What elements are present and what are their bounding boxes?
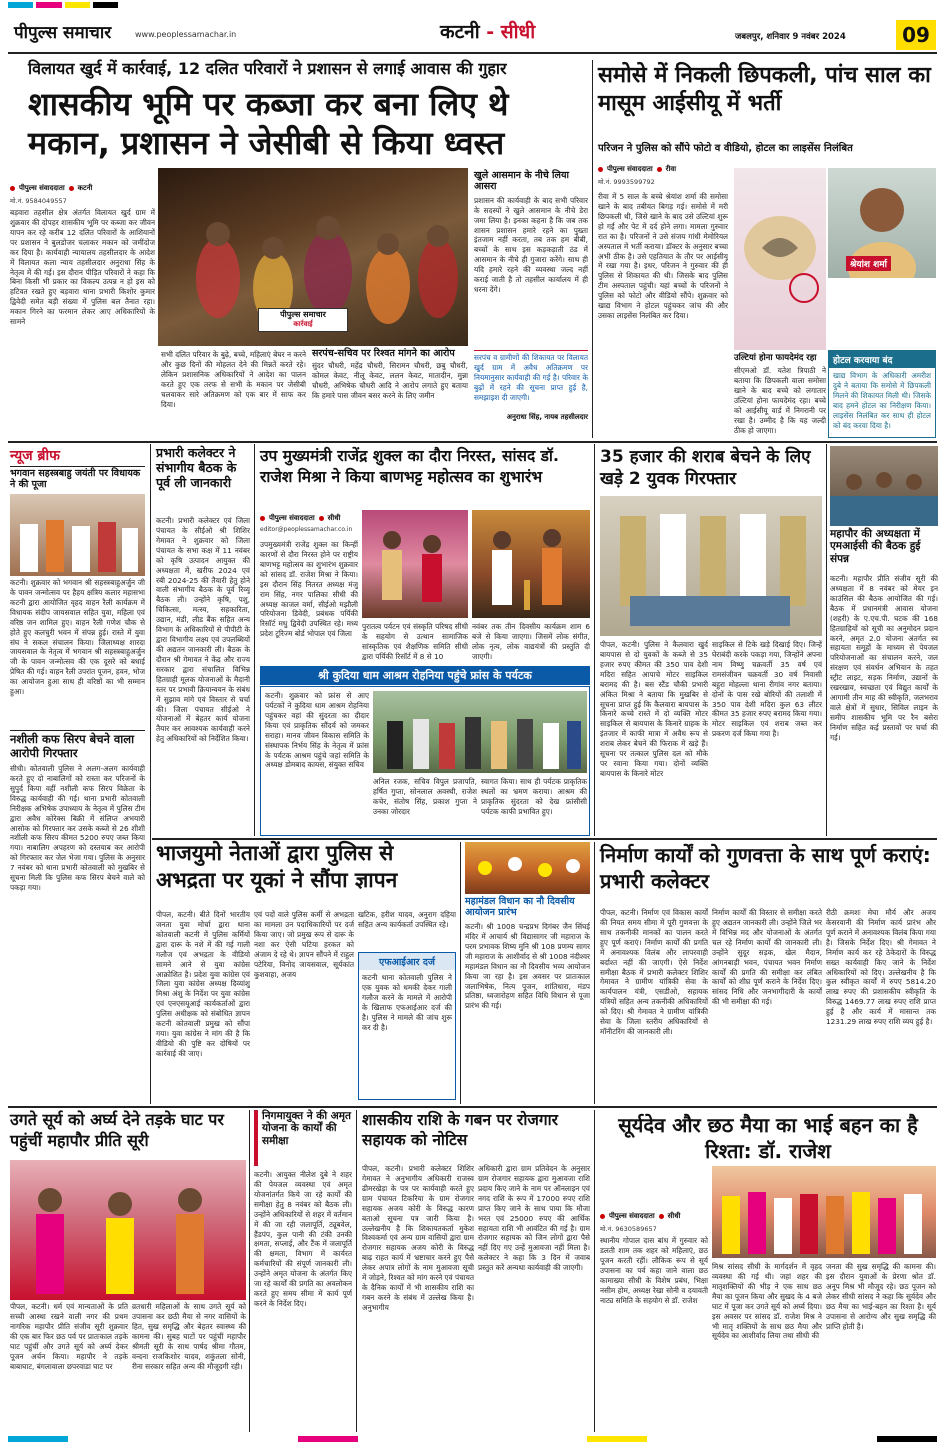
chhath-photo: [10, 1160, 246, 1300]
women-offering-illustration: [10, 1160, 246, 1300]
masthead: [0, 0, 945, 58]
divider-v6: [460, 842, 461, 1104]
lead-col3-block: [312, 348, 468, 436]
tourist-mid: अनिल रजक, सचिव विपुल प्रजापति, हर्षित गुप्ता, सोनलाल अवस्थी, राजेश कचेर, संतोष सिंह, प्रकाश गुप्ता ने उनका जोरदार: [373, 777, 477, 816]
suryadev-byline-block: [600, 1212, 708, 1233]
samose-place: रीवा: [665, 165, 677, 173]
footer-registration-bar: [8, 1436, 937, 1442]
tourist-photo: [373, 691, 587, 773]
sharab-photo: [600, 496, 822, 636]
dateline: जबलपुर, शनिवार 9 नवंबर 2024: [735, 32, 846, 42]
sharab-col2: साइकिल से टिके खड़े दिखाई दिए। जिन्हें घेराबंदी करके पकड़ा गया, जिन्होंने अपना नाम विष्णु चक्रवर्ती 35 वर्ष एवं रामसंजीवन चक्रवर्ती 30 वर्ष निवासी बहुरा मोहल्ला थाना रीगांव नगर बताया। दोनों के पास रखे बोरियों की तलाशी में 350 पाव देशी मदिरा कुल 63 लीटर कीमत 35 हजार रुपए बरामद किया गया। मोटर साइकिल एवं शराब जब्त कर प्रकरण दर्ज किया गया है।: [712, 640, 822, 739]
prabhari-body: कटनी। प्रभारी कलेक्टर एवं जिला पंचायत के सीईओ श्री शिशिर गेमावत ने शुक्रवार को जिला पंचायत के सभा कक्ष में 11 नवंबर को कृषि उत्पादन आयुक्त की अध्यक्षता में, खरीफ 2024 एवं रबी 2024-25 की तैयारी हेतु होने वाली संभागीय बैठक के पूर्व रिव्यू बैठक ली। उन्होंने कृषि, पशु, चिकित्सा, मत्स्य, सहकारिता, उद्यान, मंडी, लीड बैंक सहित अन्य विभाग के अधिकारियों से पीपीटी के द्वारा विभागीय लक्ष्य एवं उपलब्धियों की अद्यतन जानकारी ली। बैठक के दौरान श्री गेमावत ने केंद्र और राज्य सरकार द्वारा संचालित विभिन्न हितग्राही मूलक योजनाओं के मैदानी स्तर पर प्रभावी क्रियान्वयन के संबंध में सुझाव मांगे एवं विस्तार से चर्चा की। जिला पंचायत सीईओ ने योजनाओं में बेहतर कार्य योजना तैयार कर आवश्यक कार्यवाही करने हेतु अधिकारियों को निर्देशित किया।: [156, 516, 250, 744]
tourist-left: कटनी। शुक्रवार को फ्रांस से आए पर्यटकों ने कुदिया धाम आश्रम रोहनिया पहुंचकर वहां की सुंदरता का दीदार किया एवं प्राकृतिक सौंदर्य को जमकर सराहा। मानव जीवन विकास समिति के संस्थापक निर्भय सिंह के नेतृत्व में फ्रांस के पर्यटक आश्रम पहुंचे जहां समिति के अध्यक्ष डोमबाद कायस, संयुक्त सचिव: [265, 691, 369, 770]
divider-v10: [594, 1110, 595, 1432]
divider-v7: [594, 842, 595, 1104]
lead-quote-text: सरपंच व ग्रामीणों की शिकायत पर विलायत खुर्द ग्राम में अवैध अतिक्रमण पर नियमानुसार कार्यवाही की गई है। परिवार के बुढ़ों में रहने की सूचना प्राप्त हुई है, समझाइश दी जाएगी।: [474, 353, 588, 402]
tourist-box: [260, 686, 590, 836]
page-number: 09: [896, 20, 936, 50]
mahotsav-email: editor@peoplessamachar.co.in: [260, 526, 353, 533]
divider-h1: [8, 441, 937, 443]
nirman-col2: निर्माण कार्यों की विस्तार से समीक्षा करते हुए अद्यतन जानकारी ली। उन्होंने जिले भर में विभिन्न मद और योजनाओं के अंतर्गत चल रहे निर्माण कार्यों की जानकारी ली। उन्होंने सुदूर सड़क, खेल मैदान, आंगनबाड़ी भवन, पंचायत भवन निर्माण कार्यों की प्रगति की समीक्षा कर लंबित कार्यों को शीघ्र पूर्ण कराने के निर्देश दिए। सांसद निधि और जनभागीदारी के कार्यों की भी समीक्षा की गई।: [712, 908, 822, 1007]
bjym-col2: एवं पदों वाले पुलिस कर्मी से अभद्रता का मामला उन पदाधिकारियों पर दर्ज किया जाए। जो प्रमुख रूप से दारू के नशा कर ऐसी घटिया हरकत को अंजाम दे रहे थे। ज्ञापन सौंपने में राहुल पटेरिया, विनोद जायसवाल, सूर्यकांत कुशवाहा, अजय: [254, 910, 354, 979]
divider-v1: [592, 60, 593, 438]
samose-col2: सीएमओ डॉ. यतेश त्रिपाठी ने बताया कि छिपकली वाला समोसा खाने के बाद बच्चे को लगातार उल्टियां होना फायदेमंद रहा। बच्चे को आईसीयू वार्ड में निगरानी पर रखा है। उम्मीद है कि यह जल्दी ठीक हो जाएगा।: [734, 366, 826, 435]
prabhari-headline: प्रभारी कलेक्टर ने संभागीय बैठक के पूर्व ली जानकारी: [156, 445, 237, 490]
section-title: [440, 18, 535, 44]
nirman-col3: रीठी क्रमशः मेघा मौर्य और अजय केसरवानी की निर्माण कार्य प्रारंभ और पूर्ण कराने में अनावश्यक विलंब किया गया है। जिसके निर्देश दिए। श्री गेमावत ने निर्माण कार्य कर रहे ठेकेदारों के विरुद्ध सख्त कार्यवाही किए जाने के निर्देश अधिकारियों को दिए। उल्लेखनीय है कि कुल स्वीकृत कार्यों में रुपए 5814.20 लाख रुपए की प्रशासकीय स्वीकृति के विरुद्ध 1469.77 लाख रुपए राशि प्राप्त हुई है और कार्य में मासान्त तक 1231.29 लाख रुपए राशि व्यय हुई है।: [826, 908, 936, 1027]
tourist-right: स्वागत किया। साथ ही पर्यटक प्राकृतिक स्थलों का भ्रमण कराया। आश्रम की प्राकृतिक सुंदरता को देख फ्रांसीसी पर्यटक काफी प्रभावित हुए।: [481, 777, 587, 816]
child-photo: [828, 168, 936, 278]
samose-mobile: मो.नं. 9993599792: [598, 178, 655, 186]
suryadev-col2: मिश्र सांसद सीधी के मार्गदर्शन में वृहद व्यवस्था की गई थी। जहां शहर की मातृशक्तियों की भीड़ ने एक साथ छठ मैया का पूजन किया और सुखद के 4 बजे घाट में पूजा कर उगते सूर्य को अर्घ्य दिया। इस अवसर पर सांसद डॉ. राजेश मिश्र ने भी मातृ शक्तियों के साथ छठ मैया और सूर्यदेव का आशीर्वाद लिया तथा सीधी की: [712, 1262, 822, 1341]
brief2-head: नशीली कफ सिरप बेचने वाला आरोपी गिरफ्तार: [10, 732, 135, 760]
chhath-headline: उगते सूर्य को अर्घ्य देने तड़के घाट पर पहुंचीं महापौर प्रीति सूरी: [10, 1110, 224, 1150]
fir-title: एफआईआर दर्ज: [359, 953, 455, 970]
suryadev-col3: जनता की सुख समृद्धि की कामना की। इस दौरान युवाओं के प्रेरणा श्रोत डॉ. अनूप मिश्र भी मौजूद रहे। छठ पूजन को लेकर सीधी सांसद ने कहा कि सूर्यदेव और छठ मैया का भाई-बहन का रिश्ता है। सूर्य उपासना से आरोग्य और सुख समृद्धि की प्राप्ति होती है।: [826, 1262, 936, 1331]
lead-byline-block: [10, 184, 155, 205]
news-brief-title: न्यूज ब्रीफ: [10, 448, 60, 464]
news-brief-rule: [10, 466, 145, 467]
bjym-col3: खटिक, हरीश यादव, अनुराग दहिया सहित अन्य कार्यकर्ता उपस्थित रहे।: [358, 910, 456, 929]
procession-illustration: [10, 494, 145, 576]
photo-tag: [258, 308, 348, 332]
photo-tag-brand: पीपुल्स समाचार: [280, 310, 326, 319]
dancers-illustration: [362, 510, 468, 618]
police-seizure-illustration: [600, 496, 822, 636]
worship-illustration: [465, 842, 590, 894]
mahotsav-place: सीधी: [327, 514, 341, 522]
tourist-bar: श्री कुदिया धाम आश्रम रोहनिया पहुंचे फ्रांस के पर्यटक: [260, 666, 590, 685]
suryadev-col1: स्थानीय गोपाल दास बांध में गुरुवार को डलती शाम तक शहर को महिलाएं, छठ पूजन करती रहीं। लौकिक रूप से सूर्य उपासना का पर्व कहा जाने वाला छठ कामाख्या सीधी के विशेष प्रबंध, भिक्षा नसीम होम, अध्यक्ष रेखा सोनी व दयावती नाट्य समिति के सहयोग से डॉ. राजेश: [600, 1236, 708, 1305]
nirman-headline: निर्माण कार्यों को गुणवत्ता के साथ पूर्ण कराएं: प्रभारी कलेक्टर: [600, 843, 931, 893]
suryadev-mobile: मो.नं. 9630589657: [600, 1225, 657, 1233]
brief2-body: सीधी। कोतवाली पुलिस ने अलग-अलग कार्यवाही करते हुए दो नाबालिगों को रास्ता कर परिजनों के सुपुर्द किया वहीं नशीली कफ सिरप विक्रेता के विरुद्ध कार्यवाही की गई। थाना प्रभारी कोतवाली निरीक्षक अभिषेक उपाध्याय के नेतृत्व में पुलिस टीम द्वारा अवैध कोरेक्स बिक्री में संलिप्त अभयारी आसोक को गिरफ्तार कर उसके कब्जे से 26 शीशी नशीली कफ सिरप कीमत 5200 रुपए जब्त किया गया। नाबालिग अपहरण को दस्तयाब कर आरोपी को गिरफ्तार कर जेल भेजा गया। पुलिस के अनुसार 7 नवंबर को थाना प्रभारी कोतवाली को मुखबिर से सूचना मिली कि पुलिस कफ सिरप बेचने वाले को पकड़ा गया।: [10, 764, 145, 893]
lead-col5: प्रशासन की कार्यवाही के बाद सभी परिवार के सदस्यों ने खुले आसमान के नीचे डेरा जमा लिया है। इनका कहना है कि जब तक शासन प्रशासन हमारे रहने का पुख्ता इंतजाम नहीं करता, तब तक हम बीबी, बच्चों के साथ इस कड़कड़ाती ठंड में आसमान के नीचे ही गुजारा करेंगे। साथ ही यदि हमारे रहने की व्यवस्था जल्द नहीं कराई जाती है तो तहसील कार्यालय में ही धरना देंगे।: [474, 195, 588, 295]
suryadev-headline: सूर्यदेव और छठ मैया का भाई बहन का है रिश्ता: डॉ. राजेश: [618, 1113, 918, 1163]
section-a: कटनी: [440, 21, 480, 43]
color-registration-bar: [8, 2, 118, 8]
mahotsav-photo-2: [472, 510, 590, 618]
meeting-illustration: [830, 446, 938, 526]
samose-caption: उल्टियां होना फायदेमंद रहा: [734, 353, 817, 363]
sharab-headline: 35 हजार की शराब बेचने के लिए खड़े 2 युवक गिरफ्तार: [600, 447, 811, 490]
samose-photo: [734, 168, 826, 350]
header-rule: [8, 52, 937, 54]
nirman-col1: पीपल, कटनी। निर्माण एवं विकास कार्यों की नियत समय सीमा में पूरी गुणवत्ता के साथ तकनीकी मानकों का पालन करते हुए पूर्ण कराएं। निर्माण कार्यों की प्रगति में अनावश्यक विलंब और लापरवाही बर्दाश्त नहीं की जाएगी। ऐसे निर्देश समीक्षा बैठक में प्रभारी कलेक्टर शिशिर गेमावत ने ग्रामीण यांत्रिकी सेवा के कार्यपालन यंत्री, एसडीओ, सहायक यंत्रियों सहित अन्य तकनीकी अधिकारियों को दिए। श्री गेमावत ने ग्रामीण यांत्रिकी सेवा के जिला स्तरीय अधिकारियों से मॉनीटरिंग की जानकारी ली।: [600, 908, 708, 1037]
fir-box: [358, 952, 456, 1100]
brief1-body: कटनी। शुक्रवार को भगवान श्री सहस्त्रबाहुअर्जुन जी के पावन जन्मोत्सव पर हैहय क्षत्रिय कलार महासभा कटनी द्वारा आयोजित वृहद वाहन रैली कार्यक्रम में विधायक संदीप जायसवाल सहित युवा, महिला एवं वरिष्ठ जन शामिल हुए। वाहन रैली गणेश चौक से होते हुए कलचुरी भवन में संपन्न हुई। रास्ते में युवा संघ ने सकल संचालन किया। जिलाध्यक्ष शारदा जायसवाल के नेतृत्व में भगवान श्री सहस्त्रबाहुअर्जुन जी के पावन जन्मोत्सव की एक दूसरे को बधाई प्रेषित की गई। वाहन रैली उपरांत पूजन, हवन, भोज का आयोजन हुआ साथ ही वरिष्ठों का भी सम्मान हुआ।: [10, 578, 145, 697]
section-b: सीधी: [500, 21, 536, 43]
mic-headline: महापौर की अध्यक्षता में एमआईसी की बैठक हुई संपन्न: [830, 528, 921, 565]
suryadev-byline: पीपुल्स संवाददाता: [609, 1212, 655, 1220]
mahotsav-byline-block: [260, 514, 358, 533]
mahotsav-photo-1: [362, 510, 468, 618]
lead-col1: बड़वारा तहसील क्षेत्र अंतर्गत विलायत खुर्द ग्राम में शुक्रवार की दोपहर शासकीय भूमि पर कब्जा कर जीवन यापन कर रहे करीब 12 दलित परिवारों के आशियानों पर प्रशासन ने बुलडोजर चलाकर मकान को जमींदोज कर दिया है। कार्यवाही न्यायालय तहसीलदार के आदेश में विलायत कला न्याय तहसीलदार अनुराधा सिंह के नेतृत्व में की गई। इस दौरान पीड़ित परिवारों ने कहा कि बिना किसी भी प्रकार का विकल्प उत्पन्न न हो इस को हटिवत रखते हुए बड़वारा थाना प्रभारी किशोर कुमार द्विवेदी समेत बड़ी संख्या में पुलिस बल तैनात रहा। मकान गिरने का फरमान लेकर आए अधिकारियों के सामने: [10, 208, 155, 327]
hotel-box: [828, 350, 936, 438]
child-name-tag: श्रेयांश शर्मा: [846, 256, 891, 271]
lead-quote-by: अनुराधा सिंह, नायब तहसीलदार: [506, 413, 588, 421]
chhath-col1: पीपल, कटनी। धर्म एवं मान्यताओं के प्रति सच्ची आस्था रखने वाली नगर की प्रथम नागरिक महापौर प्रीति संजीव सूरी शुक्रवार की एक बार फिर छठ पर्व पर प्रातःकाल तड़के घाट पहुंचीं और उगते सूर्य को अर्घ्य देकर पूजन अर्चन किया। महापौर ने तड़के बाबाघाट, बंगलावाला छपरवाडा घाट पर: [10, 1302, 128, 1371]
divider-v8: [249, 1110, 250, 1432]
divider-h3: [8, 1106, 937, 1108]
lead-mobile: मो.नं. 9584049557: [10, 197, 67, 205]
vidhan-body: कटनी। श्री 1008 चन्द्रप्रभ दिगंबर जैन सिंघई मंदिर में आचार्य श्री विद्यासागर जी महाराज के परम प्रभावक शिष्य मुनि श्री 108 प्रणम्य सागर जी महाराज के आशीर्वाद से श्री 1008 नंदीश्वर महामंडल विधान का नौ दिवसीय भव्य आयोजन किया जा रहा है। इस अवसर पर प्रातःकाल जलाभिषेक, नित्य पूजन, शांतिधारा, मंडप प्रतिष्ठा, ध्वजारोहण सहित विधि विधान से पूजा प्रारंभ की गई।: [465, 922, 590, 1011]
chhath-col2: व्रतधारी महिलाओं के साथ उगते सूर्य को उपासना कर छठी मैया से नगर वासियों के हित, सुख समृद्धि और बेहतर स्वास्थ्य की कामना की। सुबह घाटों पर पहुंचीं महापौर श्रीमती सूरी के साथ पार्षद श्रीमा गौतम, वन्दना राजकिशोर यादव, शकुंतला सोनी, रीना सरकार सहित अन्य की मौजूदगी रही।: [132, 1302, 246, 1371]
notice-col1: पीपल, कटनी। प्रभारी कलेक्टर शिशिर गेमावत ने अनुभागीय अधिकारी राजस्व ढीमरखेड़ा के पत्र पर कार्यवाही करते हुए ग्राम पंचायत टिकरिया के ग्राम रोजगार सहायक अजय कोरी के विरुद्ध कारण बताओ सूचना पत्र जारी किया है। उल्लेखनीय है कि शिकायतकर्ता मुकेश विश्वकर्मा एवं अन्य ग्राम वासियों द्वारा ग्राम रोजगार सहायक अजय कोरी के विरुद्ध बाढ़ राहत कार्य में भ्रष्टाचार करने हुए पैसे लेकर अपात्र लोगों के नाम मुआवजा सूची में जोड़ने, रिश्वत को मांग करने एवं पंचायत के दैनिक कार्यों में भी शासकीय राशि का गबन करने के संबंध में उल्लेख किया है। अनुभागीय: [362, 1164, 474, 1312]
mahotsav-col3: नवंबर तक तीन दिवसीय कार्यक्रम शाम 6 बजे से किया जाएगा। जिसमें लोक संगीत, लोक नृत्य, लोक वाद्ययंत्रों की प्रस्तुति दी जाएगी।: [472, 622, 590, 661]
samose-subhead: परिजन ने पुलिस को सौंपे फोटो व वीडियो, होटल का लाइसेंस निलंबित: [598, 143, 853, 154]
section-sep: -: [479, 21, 501, 43]
lead-col5-sub: खुले आसमान के नीचे लिया आसरा: [474, 170, 569, 193]
mahotsav-headline: उप मुख्यमंत्री राजेंद्र शुक्ल का दौरा निरस्त, सांसद डॉ. राजेश मिश्रा ने किया बाणभट्ट महोत्सव का शुभारंभ: [260, 447, 559, 486]
mic-body: कटनी। महापौर प्रीति संजीव सूरी की अध्यक्षता में 8 नवंबर को मेयर इन काउंसिल की बैठक आयोजित की गई। बैठक में प्रधानमंत्री आवास योजना (शहरी) के ए.एच.पी. घटक की 168 हितग्राहियों को सूची का अनुमोदन प्रदान करने, अमृत 2.0 योजना अंतर्गत स्व सहायता समूहों के माध्यम से पेयजल परियोजनाओं का संचालन करने, जल संरक्षण एवं संवर्धन अभियान के तहत स्ट्रीट लाइट, सड़क निर्माण, उद्यानों के रखरखाव, स्वच्छता एवं विद्युत कार्यों के आगामी तीन माह की स्वीकृति, जलभराव वाले क्षेत्रों में सुधार, सिविल लाइन के समीप शासकीय भूमि पर रैन बसेरा निर्माण सहित कई प्रस्तावों पर चर्चा की गई।: [830, 574, 938, 742]
samose-byline: पीपुल्स संवाददाता: [607, 165, 653, 173]
hotel-box-text: खाद्य विभाग के अधिकारी अमरीश दुबे ने बताया कि समोसे में छिपकली मिलने की शिकायत मिली थी। जिसके बाद हमने होटल का निरीक्षण किया। लाइसेंस निलंबित कर साथ ही होटल को बंद करवा दिया है।: [833, 371, 931, 430]
fir-body: कटनी थाना कोतवाली पुलिस ने एक युवक को धमकी देकर गाली गलौज करने के मामले में आरोपी के खिलाफ एफआईआर दर्ज की है। पुलिस ने मामले की जांच शुरू कर दी है।: [362, 973, 452, 1032]
samose-col1: रीवा में 5 साल के बच्चे श्रेयांश शर्मा की समोसा खाने के बाद तबीयत बिगड़ गई। समोसे में मरी छिपकली थी, जिसे खाने के बाद उसे उल्टियां शुरू हो गईं और पेट में दर्द होने लगा। मामला गुरुवार रात का है। परिजनों ने उसे संजय गांधी मेमोरियल अस्पताल में भर्ती कराया। डॉक्टर के अनुसार बच्चा अभी ठीक है। उसे एहतियात के तौर पर आईसीयू में रखा गया है। इधर, परिजन ने गुरुवार की ही पुलिस से शिकायत की थी। जिसके बाद पुलिस टीम अस्पताल पहुंची। यहां बच्चों के परिजनों ने पुलिस को फोटो और वीडियो सौंपे। शुक्रवार को खाद्य विभाग ने होटल पहुंचकर जांच की और उसका लाइसेंस निलंबित कर दिया।: [598, 192, 728, 321]
brief1-head: भगवान सहस्त्रबाहु जयंती पर विधायक ने की पूजा: [10, 468, 141, 491]
nigam-body: कटनी। आयुक्त नीलेश दुबे ने शहर की पेयजल व्यवस्था एवं अमृत योजनांतर्गत किये जा रहे कार्यों की समीक्षा हेतु 8 नवंबर को बैठक ली। उन्होंने अधिकारियों से शहर में वर्तमान में की जा रही जलापूर्ति, ट्यूबवेल, हैंडपंप, कुल पानी की टंकी उनकी क्षमता, सप्लाई, और टैंक में जलापूर्ति की क्षमता, विभाग में कार्यरत कर्मचारियों की संपूर्ण जानकारी ली। उन्होंने अमृत योजना के अंतर्गत किए जा रहे कार्यों की प्रगति का अवलोकन करते हुए समय सीमा में कार्य पूर्ण करने के निर्देश दिए।: [254, 1170, 352, 1308]
brief1-photo: [10, 494, 145, 576]
bjym-headline: भाजयुमो नेताओं द्वारा पुलिस से अभद्रता पर यूकां ने सौंपा ज्ञापन: [156, 841, 398, 893]
bjym-col1: पीपल, कटनी। बीते दिनों भारतीय जनता युवा मोर्चा द्वारा थाना कोतवाली कटनी में पुलिस कर्मियों द्वारा दारू के नशे में की गई गाली गलौज एवं अभद्रता के वीडियो सामने आने से युवा कांग्रेस आक्रोशित है। प्रदेश युवा कांग्रेस एवं जिला युवा कांग्रेस अध्यक्ष दिव्यांशु मिश्रा अंशु के निर्देश पर युवा कांग्रेस एवं एनएसयूआई कार्यकर्ताओं द्वारा पुलिस अधीक्षक को संबोधित ज्ञापन कटनी कोतवाली प्रमुख को सौंपा गया। युवा कांग्रेस ने मांग की है कि वीडियो की पुष्टि कर दोषियों पर कार्रवाई की जाए।: [156, 910, 250, 1058]
suryadev-photo: [712, 1166, 936, 1258]
ghat-devotees-illustration: [712, 1166, 936, 1258]
site-url: www.peoplessamachar.in: [135, 30, 237, 39]
divider-v2: [150, 444, 151, 1104]
vidhan-headline: महामंडल विधान का नौ दिवसीय आयोजन प्रारंभ: [465, 896, 575, 919]
lead-col5-block: [474, 170, 588, 350]
vidhan-photo: [465, 842, 590, 894]
lead-place: कटनी: [77, 184, 93, 192]
divider-v9: [356, 1110, 357, 1432]
lizard-samosa-icon: [734, 168, 826, 350]
divider-v4: [594, 444, 595, 836]
nigam-head-box: [254, 1110, 352, 1166]
hotel-box-title: होटल करवाया बंद: [829, 351, 935, 368]
brand-logo: पीपुल्स समाचार: [14, 23, 112, 43]
suryadev-place: सीधी: [667, 1212, 681, 1220]
mic-photo: [830, 446, 938, 526]
lead-kicker: विलायत खुर्द में कार्रवाई, 12 दलित परिवारों ने प्रशासन से लगाई आवास की गुहार: [28, 59, 507, 78]
divider-v5: [826, 444, 827, 836]
samose-byline-block: [598, 165, 728, 186]
sharab-col1: पीपल, कटनी। पुलिस ने कैलवारा खुर्द बायपास से दो युवकों के कब्जे से 35 हजार रुपए कीमत की 350 पाव देशी मदिरा सहित आपाचे मोटर साइकिल बरामद की है। बस स्टैंड चौकी प्रभारी अंकित मिश्रा ने बताया कि मुखबिर से सूचना प्राप्त हुई कि कैलवारा बायपास के किनारे कच्चे रास्ते में दो व्यक्ति मोटर साइकिल से बायपास के किनारे ग्राहक के इंतजार में काफी मात्रा में अवैध रूप से शराब लेकर बेचने की फिराक में खड़े हैं। सूचना पर तत्काल पुलिस दल को मौके पर रवाना किया गया। दोनों व्यक्ति बायपास के किनारे मोटर: [600, 640, 708, 778]
notice-headline: शासकीय राशि के गबन पर रोजगार सहायक को नोटिस: [362, 1111, 558, 1150]
mahotsav-byline: पीपुल्स संवाददाता: [269, 514, 315, 522]
photo-tag-place: कार्रवाई: [293, 320, 313, 328]
lamp-lighting-illustration: [472, 510, 590, 618]
brief-divider: [10, 730, 145, 731]
divider-v3: [254, 444, 255, 836]
lead-headline: शासकीय भूमि पर कब्जा कर बना लिए थे मकान, प्रशासन ने जेसीबी से किया ध्वस्त: [28, 85, 509, 163]
notice-col2: अधिकारी द्वारा ग्राम प्रतिवेदन के अनुसार ग्राम रोजगार सहायक द्वारा मुआवजा राशि प्रदाय किए जाने के नाम पर ऑनलाइन एवं नगद राशि के रूप में 17000 रुपए राशि प्राप्त किए जाने के साथ पाया कि मौजा भरत एवं 25000 रुपए की आर्थिक सहायता राशि भी आवंटित की गई है। ग्राम रोजगार सहायक को जिन लोगों द्वारा पैसे नहीं दिए गए उन्हें मुआवजा नहीं मिला है। कलेक्टर ने कहा कि 3 दिन में जवाब प्रस्तुत करें अन्यथा कार्यवाही की जाएगी।: [478, 1164, 590, 1273]
samose-headline: समोसे में निकली छिपकली, पांच साल का मासूम आईसीयू में भर्ती: [598, 63, 931, 116]
lead-col3-sub: सरपंच-सचिव पर रिश्वत मांगने का आरोप: [312, 348, 455, 359]
lead-photo: [158, 168, 468, 346]
nigam-headline: निगमायुक्त ने की अमृत योजना के कार्यों की समीक्षा: [262, 1110, 352, 1147]
mahotsav-col1: उपमुख्यमंत्री राजेंद्र शुक्ल का किन्हीं कारणों से दौरा निरस्त होने पर राष्ट्रीय बाणभट्ट महोत्सव का शुभारंभ शुक्रवार को सांसद डॉ. राजेश मिश्रा ने किया। इस दौरान सिंह नितरत अध्यक्ष मंजु राम सिंह, नगर पालिका सीधी की अध्यक्ष काजल वर्मा, सीईओ मझौली परियोजना डिवेदी, प्रबंधक पर्यिकी रिसॉर्ट मधु द्विवेदी उपस्थित रहे। मध्य प्रदेश टूरिज्म बोर्ड भोपाल एवं जिला: [260, 540, 358, 639]
mahotsav-col2: पुरातत्व पर्यटन एवं संस्कृति परिषद सीधी के सहयोग से उत्थान सामाजिक सांस्कृतिक एवं शैक्षणिक समिति सीधी द्वारा पर्यिकी रिसॉर्ट में 8 से 10: [362, 622, 468, 661]
lead-official-quote: [474, 350, 588, 436]
lead-col3: सुंदर चौधरी, महेंद्र चौधरी, सिरामन चौधरी, छबु चौधरी, कोमल केवट, नीलू केवट, ललन केवट, मातादीन, मुन्ना चौधरी, अभिषेक चौधरी आदि ने आरोप लगाते हुए बताया कि हमारे पास जीवन बसर करने के लिए जमीन: [312, 361, 468, 401]
lead-byline: पीपुल्स संवाददाता: [19, 184, 65, 192]
tourists-group-illustration: [373, 691, 587, 773]
lead-col2: सभी दलित परिवार के बुढ़े, बच्चे, महिलाएं बेघर न करने और कुछ दिनों की मोहलत देने की मिन्नतें करते रहे। लेकिन प्रशासनिक अधिकारियों ने आदेश का पालन करते हुए एक तरफ से सभी के मकान पर जेसीबी चलवाकर सारे अतिक्रमण को एक बार में साफ कर दिया।: [161, 350, 306, 409]
